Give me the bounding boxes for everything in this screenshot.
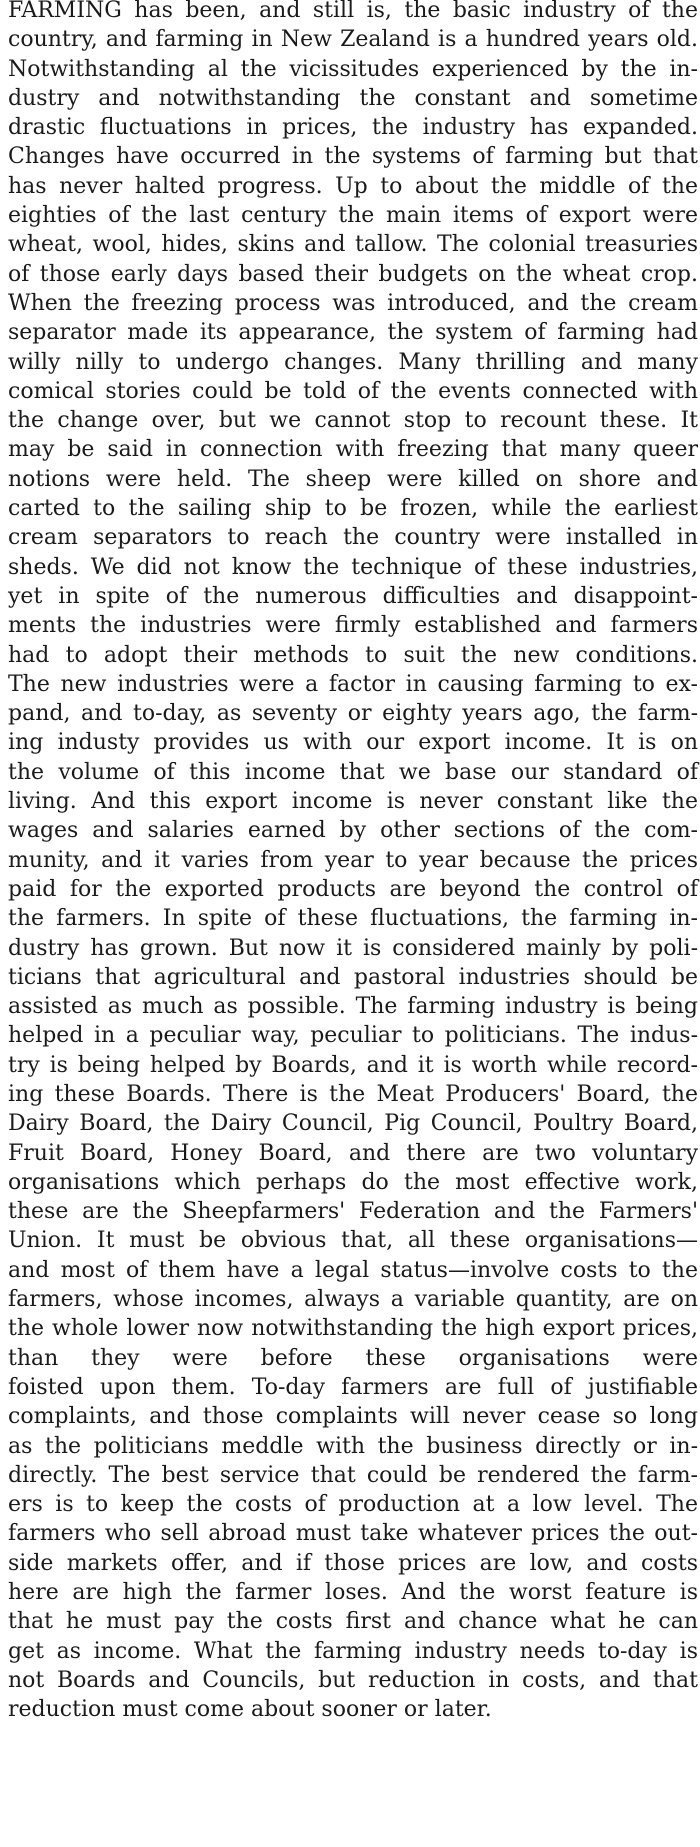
text-line: Notwithstanding al the vicissitudes experienced by the in- xyxy=(8,56,698,82)
text-line: The new industries were a factor in causing farming to ex- xyxy=(8,671,698,697)
text-line: wheat, wool, hides, skins and tallow. The colonial treasuries xyxy=(8,232,698,258)
text-line: foisted upon them. To-day farmers are full of justifiable xyxy=(8,1374,698,1400)
text-line: Dairy Board, the Dairy Council, Pig Council, Poultry Board, xyxy=(8,1111,698,1137)
text-line: the whole lower now notwithstanding the high export prices, xyxy=(8,1316,698,1342)
text-line: pand, and to-day, as seventy or eighty years ago, the farm- xyxy=(8,701,698,727)
text-line: When the freezing process was introduced, and the cream xyxy=(8,290,698,316)
text-line: ticians that agricultural and pastoral industries should be xyxy=(8,964,698,990)
text-line: organisations which perhaps do the most effective work, xyxy=(8,1169,698,1195)
text-line: get as income. What the farming industry needs to-day is xyxy=(8,1638,698,1664)
text-line: that he must pay the costs first and chance what he can xyxy=(8,1609,698,1635)
text-line: munity, and it varies from year to year because the prices xyxy=(8,847,698,873)
text-line: cream separators to reach the country were installed in xyxy=(8,525,698,551)
text-line: side markets offer, and if those prices are low, and costs xyxy=(8,1550,698,1576)
article-body xyxy=(8,0,698,1725)
text-line: yet in spite of the numerous difficulties and disappoint- xyxy=(8,583,698,609)
text-line: country, and farming in New Zealand is a hundred years old. xyxy=(8,27,698,53)
text-line: assisted as much as possible. The farming industry is being xyxy=(8,994,698,1020)
text-line: separator made its appearance, the system of farming had xyxy=(8,320,698,346)
text-line: the change over, but we cannot stop to recount these. It xyxy=(8,408,698,434)
text-line: of those early days based their budgets on the wheat crop. xyxy=(8,261,698,287)
text-line: farmers, whose incomes, always a variable quantity, are on xyxy=(8,1287,698,1313)
text-line: wages and salaries earned by other sections of the com- xyxy=(8,818,698,844)
text-line: drastic fluctuations in prices, the industry has expanded. xyxy=(8,115,698,141)
text-line: paid for the exported products are beyond the control of xyxy=(8,876,698,902)
text-line: living. And this export income is never constant like the xyxy=(8,789,698,815)
text-line: notions were held. The sheep were killed on shore and xyxy=(8,466,698,492)
text-line: may be said in connection with freezing that many queer xyxy=(8,437,698,463)
text-line: ing these Boards. There is the Meat Producers' Board, the xyxy=(8,1081,698,1107)
text-line: comical stories could be told of the events connected with xyxy=(8,378,698,404)
text-line: dustry and notwithstanding the constant and sometime xyxy=(8,85,698,111)
text-line: dustry has grown. But now it is considered mainly by poli- xyxy=(8,935,698,961)
text-line: Union. It must be obvious that, all these organisations— xyxy=(8,1228,698,1254)
text-line: ers is to keep the costs of production at a low level. The xyxy=(8,1492,698,1518)
text-line: Fruit Board, Honey Board, and there are two voluntary xyxy=(8,1140,698,1166)
text-line: willy nilly to undergo changes. Many thrilling and many xyxy=(8,349,698,375)
text-line: try is being helped by Boards, and it is worth while record- xyxy=(8,1052,698,1078)
text-line: FARMING has been, and still is, the basic industry of the xyxy=(8,0,698,23)
text-line: Changes have occurred in the systems of farming but that xyxy=(8,144,698,170)
text-line: here are high the farmer loses. And the worst feature is xyxy=(8,1580,698,1606)
text-line: eighties of the last century the main items of export were xyxy=(8,203,698,229)
text-line: not Boards and Councils, but reduction in costs, and that xyxy=(8,1667,698,1693)
text-line: complaints, and those complaints will never cease so long xyxy=(8,1404,698,1430)
text-line-last: reduction must come about sooner or later. xyxy=(8,1697,492,1723)
text-line: ments the industries were firmly established and farmers xyxy=(8,613,698,639)
text-line: ing industy provides us with our export income. It is on xyxy=(8,730,698,756)
text-line: farmers who sell abroad must take whatever prices the out- xyxy=(8,1521,698,1547)
text-line: carted to the sailing ship to be frozen, while the earliest xyxy=(8,496,698,522)
text-line: the farmers. In spite of these fluctuations, the farming in- xyxy=(8,906,698,932)
text-line: than they were before these organisations were xyxy=(8,1345,698,1371)
text-line: and most of them have a legal status—involve costs to the xyxy=(8,1257,698,1283)
text-line: has never halted progress. Up to about the middle of the xyxy=(8,173,698,199)
text-line: the volume of this income that we base our standard of xyxy=(8,759,698,785)
text-line: as the politicians meddle with the business directly or in- xyxy=(8,1433,698,1459)
text-line: these are the Sheepfarmers' Federation and the Farmers' xyxy=(8,1199,698,1225)
text-line: sheds. We did not know the technique of these industries, xyxy=(8,554,698,580)
text-line: had to adopt their methods to suit the new conditions. xyxy=(8,642,698,668)
text-line: helped in a peculiar way, peculiar to politicians. The indus- xyxy=(8,1023,698,1049)
text-line: directly. The best service that could be rendered the farm- xyxy=(8,1462,698,1488)
